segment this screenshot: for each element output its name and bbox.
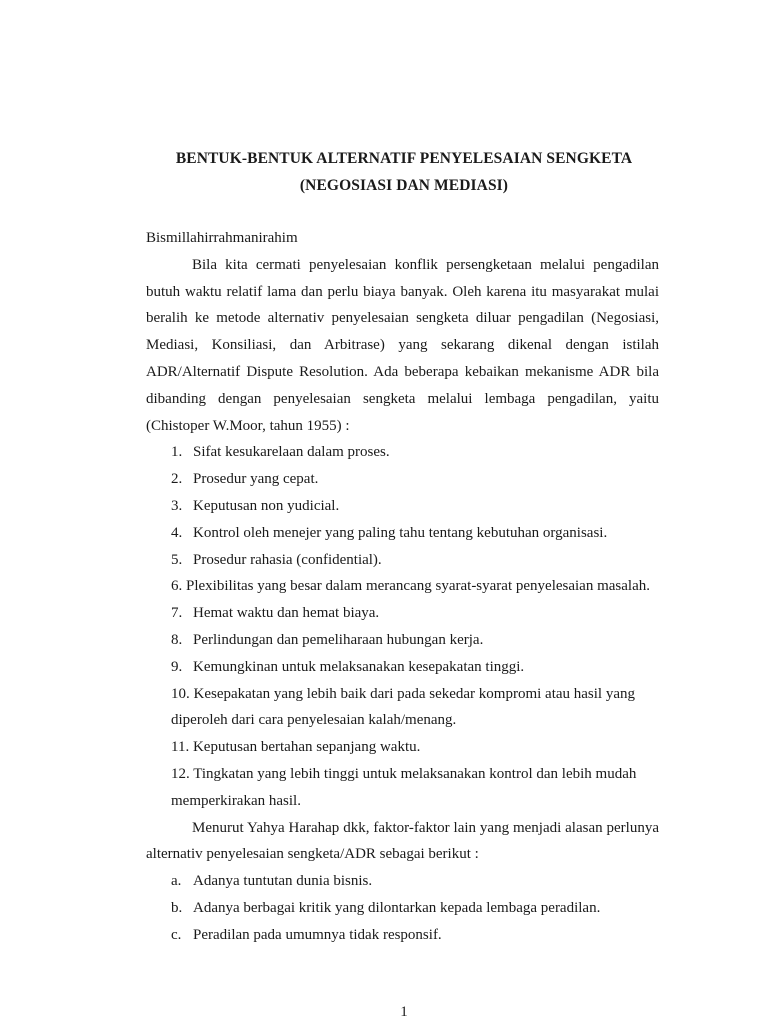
list-item: 7. Hemat waktu dan hemat biaya. xyxy=(171,605,380,622)
paragraph-intro: Bila kita cermati penyelesaian konflik persengketaan melalui pengadilan butuh waktu relatif lama dan perlu biaya banyak. Oleh karena itu masyarakat mulai beralih ke metode alternativ penyelesaian sengketa diluar pengadilan (Negosiasi, Mediasi, Konsiliasi, dan Arbitrase) yang sekarang dikenal dengan istilah ADR/Alternatif Dispute Resolution. Ada beberapa kebaikan mekanisme ADR bila dibanding dengan penyelesaian sengketa melalui lembaga pengadilan, yaitu (Chistoper W.Moor, tahun 1955) : xyxy=(146,256,659,434)
list-item: 10. Kesepakatan yang lebih baik dari pada sekedar kompromi atau hasil yang diperoleh dari cara penyelesaian kalah/menang. xyxy=(171,685,636,729)
document-body xyxy=(146,225,659,949)
numbered-list xyxy=(146,439,659,814)
alpha-list xyxy=(146,868,659,948)
document-title xyxy=(0,145,768,199)
list-item: 1. Sifat kesukarelaan dalam proses. xyxy=(171,444,390,461)
list-item: 12. Tingkatan yang lebih tinggi untuk melaksanakan kontrol dan lebih mudah memperkirakan hasil. xyxy=(171,765,637,809)
list-item: 11. Keputusan bertahan sepanjang waktu. xyxy=(171,739,421,756)
list-item: 3. Keputusan non yudicial. xyxy=(171,497,340,514)
title-line-2: (NEGOSIASI DAN MEDIASI) xyxy=(299,177,509,194)
list-item: c. Peradilan pada umumnya tidak responsif. xyxy=(171,926,442,943)
list-item: 2. Prosedur yang cepat. xyxy=(171,471,319,488)
list-item: b. Adanya berbagai kritik yang dilontarkan kepada lembaga peradilan. xyxy=(171,899,601,916)
paragraph-reasons: Menurut Yahya Harahap dkk, faktor-faktor lain yang menjadi alasan perlunya alternativ penyelesaian sengketa/ADR sebagai berikut : xyxy=(146,819,659,863)
list-item: 5. Prosedur rahasia (confidential). xyxy=(171,551,382,568)
list-item: 9. Kemungkinan untuk melaksanakan kesepakatan tinggi. xyxy=(171,658,525,675)
list-item: a. Adanya tuntutan dunia bisnis. xyxy=(171,873,373,890)
title-line-1: BENTUK-BENTUK ALTERNATIF PENYELESAIAN SENGKETA xyxy=(175,150,633,167)
page-number: 1 xyxy=(400,1004,408,1020)
list-item: 4. Kontrol oleh menejer yang paling tahu tentang kebutuhan organisasi. xyxy=(171,524,608,541)
list-item: 6. Plexibilitas yang besar dalam merancang syarat-syarat penyelesaian masalah. xyxy=(171,578,650,595)
list-item: 8. Perlindungan dan pemeliharaan hubungan kerja. xyxy=(171,631,484,648)
greeting: Bismillahirrahmanirahim xyxy=(146,230,298,246)
